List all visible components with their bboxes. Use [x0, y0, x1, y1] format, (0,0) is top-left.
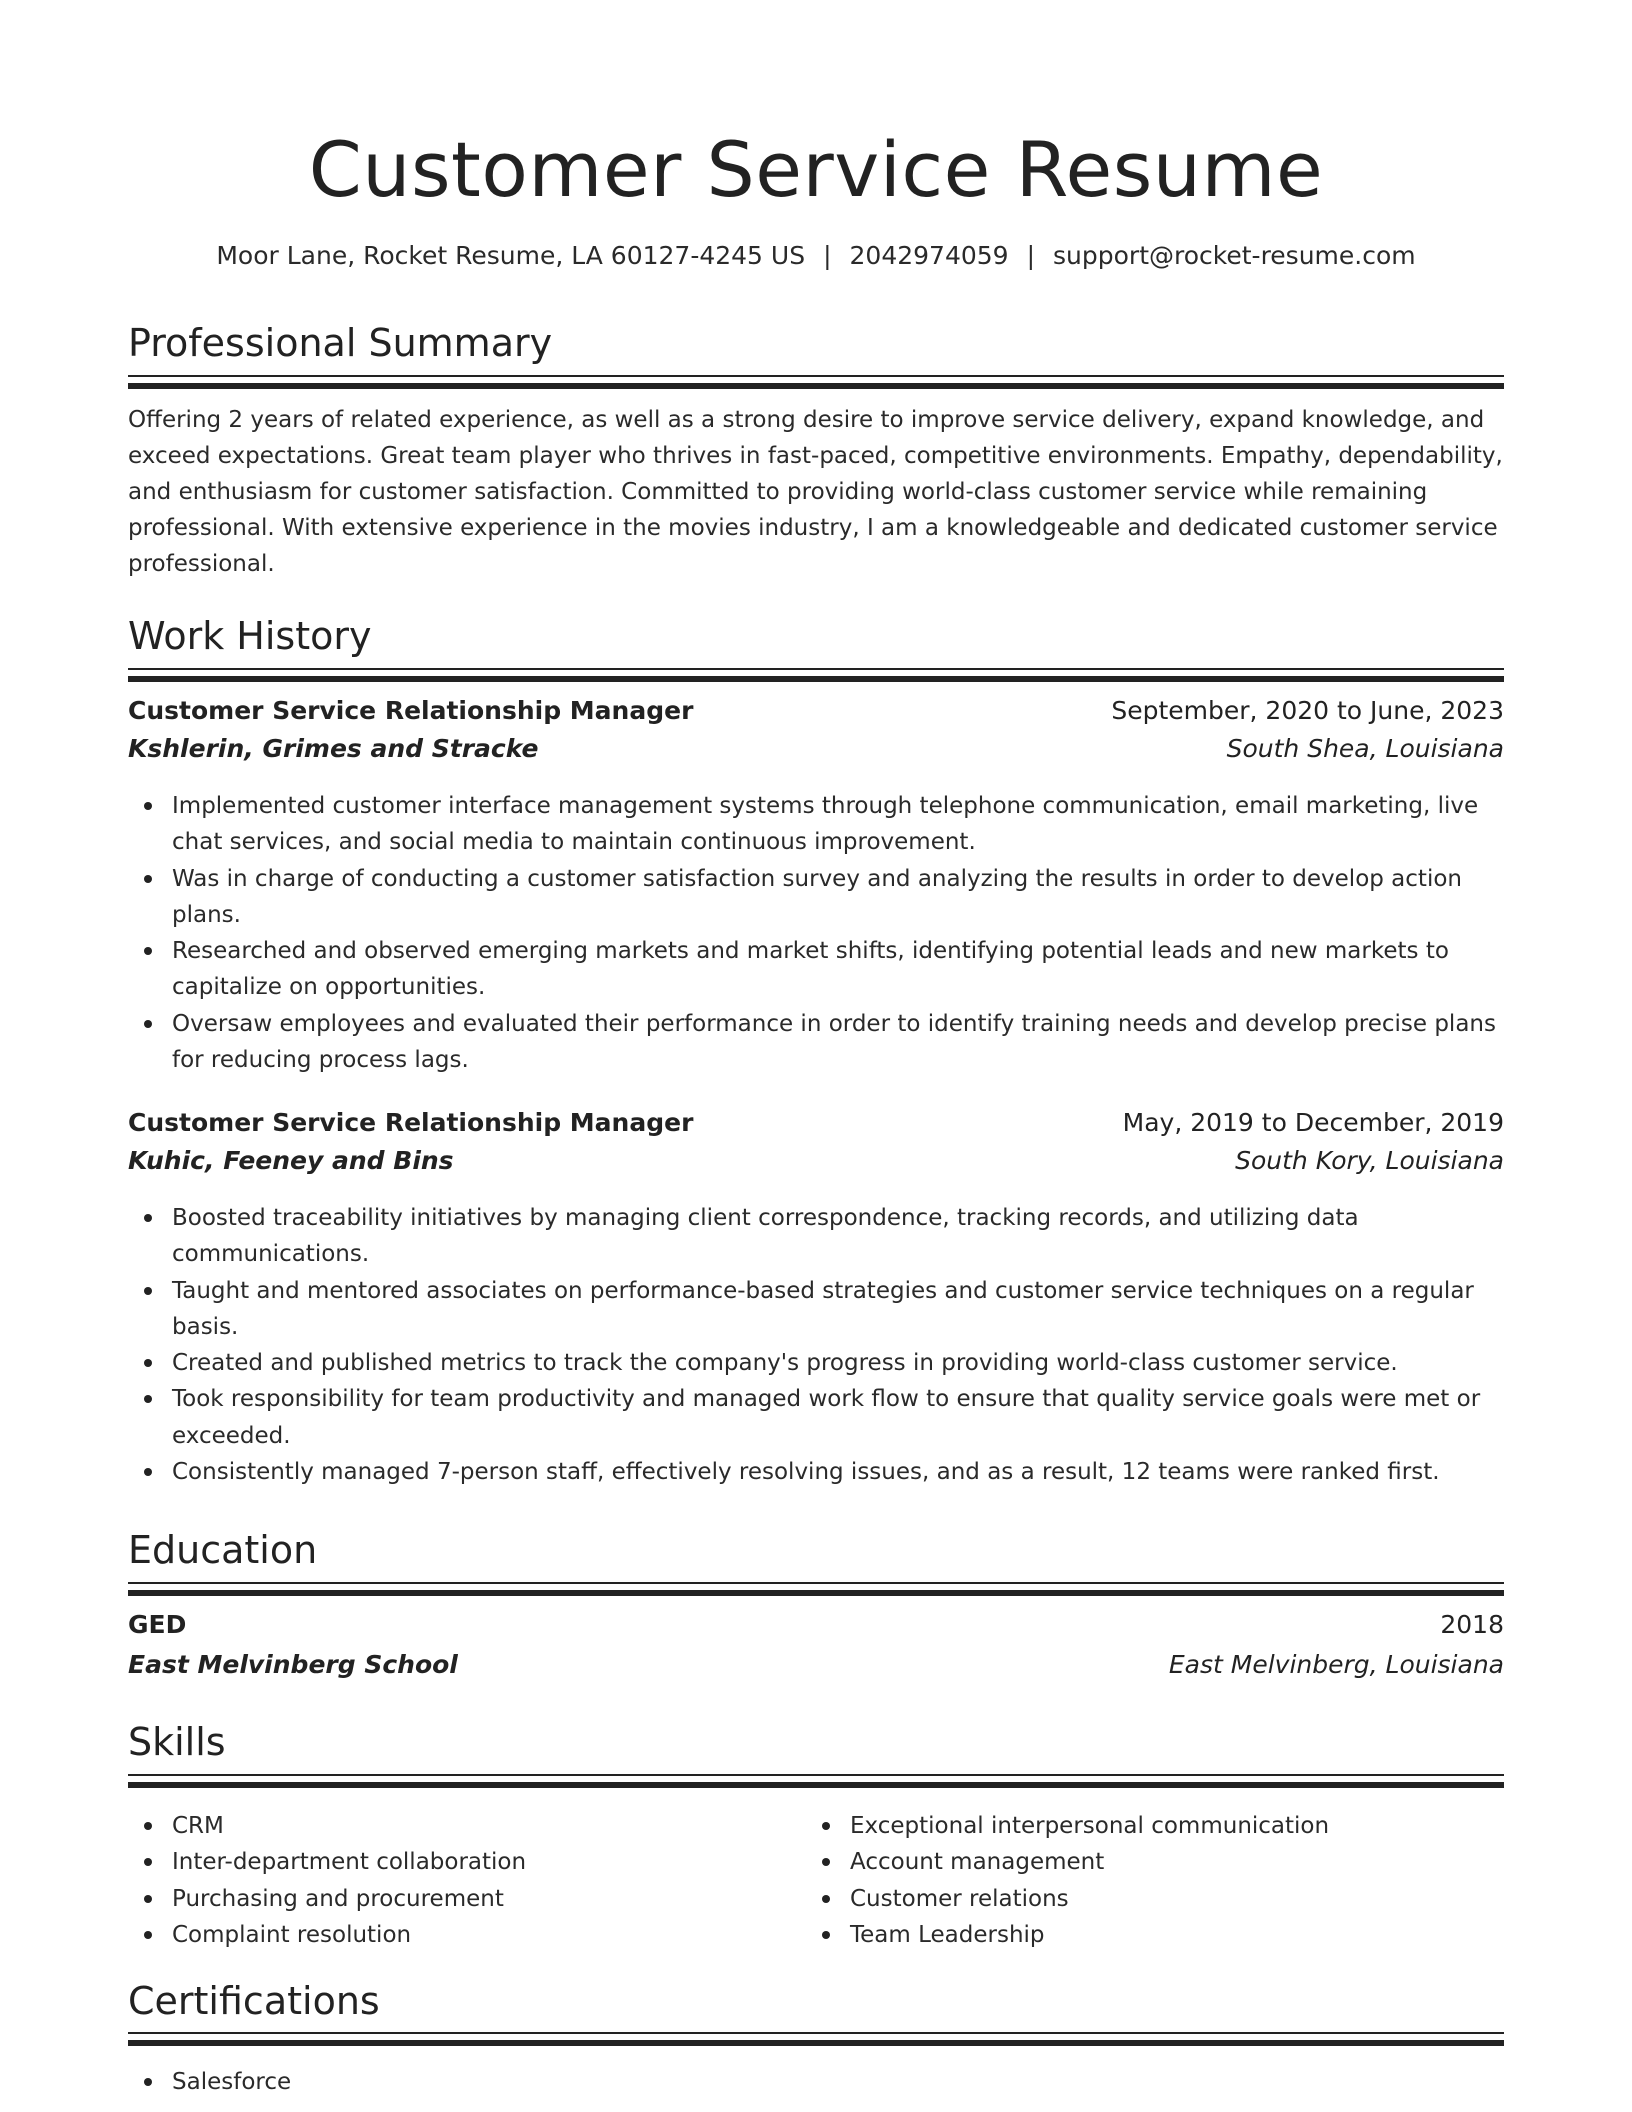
list-item: Was in charge of conducting a customer satisfaction survey and analyzing the results in order to develop action plans. [172, 861, 1504, 934]
section-divider [128, 375, 1504, 387]
list-item: Boosted traceability initiatives by managing client correspondence, tracking records, and utilizing data communications. [172, 1200, 1504, 1273]
separator: | [823, 241, 832, 270]
list-item: Created and published metrics to track the company's progress in providing world-class customer service. [172, 1345, 1504, 1381]
certifications-list [128, 2064, 1504, 2100]
company-name: Kshlerin, Grimes and Stracke [128, 734, 539, 763]
list-item: Oversaw employees and evaluated their performance in order to identify training needs and develop precise plans for reducing process lags. [172, 1006, 1504, 1079]
email: support@rocket-resume.com [1053, 241, 1416, 270]
job-title: Customer Service Relationship Manager [128, 1108, 694, 1137]
contact-line [128, 238, 1504, 274]
skills-list-left [128, 1808, 806, 1953]
school-location: East Melvinberg, Louisiana [1168, 1650, 1504, 1679]
section-divider [128, 1774, 1504, 1786]
list-item: Account management [850, 1844, 1484, 1880]
job-bullets [128, 1200, 1504, 1490]
certifications-heading: Certifications [128, 1979, 380, 2023]
section-divider [128, 1582, 1504, 1594]
school-name: East Melvinberg School [128, 1650, 458, 1679]
education-heading: Education [128, 1528, 318, 1572]
job-bullets [128, 788, 1504, 1078]
summary-heading: Professional Summary [128, 321, 553, 365]
list-item: Salesforce [172, 2064, 1504, 2100]
education-header [128, 1610, 1504, 1648]
phone: 2042974059 [849, 241, 1009, 270]
skills-columns [128, 1808, 1504, 1953]
list-item: Took responsibility for team productivity and managed work flow to ensure that quality service goals were met or exceeded. [172, 1381, 1504, 1454]
skills-list-right [806, 1808, 1484, 1953]
list-item: Consistently managed 7-person staff, effectively resolving issues, and as a result, 12 teams were ranked first. [172, 1454, 1504, 1490]
job-header [128, 696, 1504, 734]
degree: GED [128, 1610, 187, 1639]
list-item: Inter-department collaboration [172, 1844, 806, 1880]
job-title: Customer Service Relationship Manager [128, 696, 694, 725]
separator: | [1026, 241, 1036, 270]
list-item: Taught and mentored associates on performance-based strategies and customer service techniques on a regular basis. [172, 1273, 1504, 1346]
section-divider [128, 668, 1504, 680]
job-location: South Kory, Louisiana [1235, 1146, 1504, 1175]
list-item: Exceptional interpersonal communication [850, 1808, 1484, 1844]
list-item: Team Leadership [850, 1917, 1484, 1953]
job-company-row [128, 1146, 1504, 1184]
list-item: Researched and observed emerging markets and market shifts, identifying potential leads and new markets to capitalize on opportunities. [172, 933, 1504, 1006]
work-history-heading: Work History [128, 614, 372, 658]
list-item: Complaint resolution [172, 1917, 806, 1953]
list-item: CRM [172, 1808, 806, 1844]
education-school-row [128, 1650, 1504, 1688]
address: Moor Lane, Rocket Resume, LA 60127-4245 US [216, 241, 806, 270]
job-dates: May, 2019 to December, 2019 [1122, 1108, 1504, 1137]
graduation-year: 2018 [1440, 1610, 1504, 1639]
resume-title: Customer Service Resume [308, 125, 1324, 214]
summary-text: Offering 2 years of related experience, as well as a strong desire to improve service delivery, expand knowledge, and exceed expectations. Great team player who thrives in fast-paced, competitive environments. Empathy, dependability, and enthusiasm for customer satisfaction. Committed to providing world-class customer service while remaining professional. With extensive experience in the movies industry, I am a knowledgeable and dedicated customer service professional. [128, 407, 1503, 577]
list-item: Customer relations [850, 1881, 1484, 1917]
company-name: Kuhic, Feeney and Bins [128, 1146, 454, 1175]
job-location: South Shea, Louisiana [1226, 734, 1504, 763]
skills-heading: Skills [128, 1720, 226, 1764]
list-item: Implemented customer interface management systems through telephone communication, email marketing, live chat services, and social media to maintain continuous improvement. [172, 788, 1504, 861]
job-dates: September, 2020 to June, 2023 [1111, 696, 1504, 725]
job-header [128, 1108, 1504, 1146]
section-divider [128, 2032, 1504, 2044]
job-company-row [128, 734, 1504, 772]
list-item: Purchasing and procurement [172, 1881, 806, 1917]
